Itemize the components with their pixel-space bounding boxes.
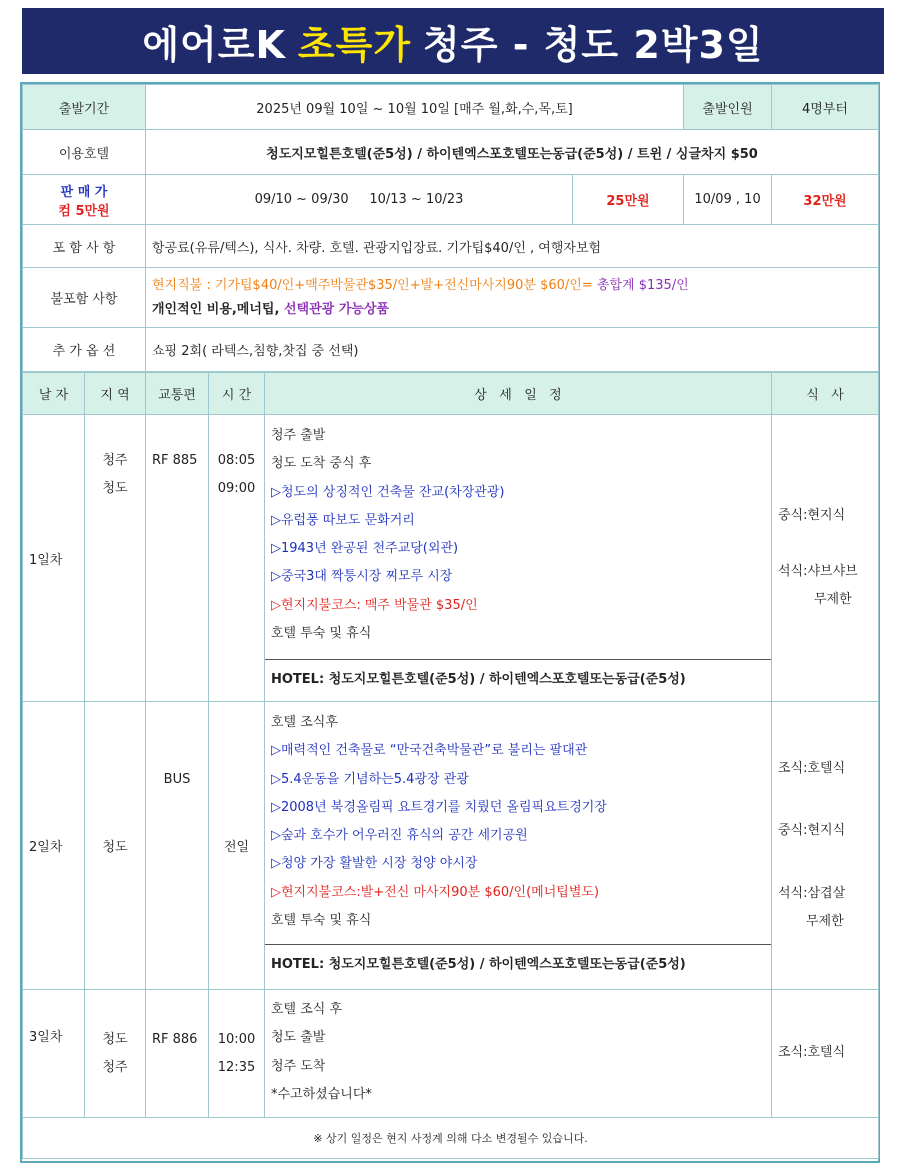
exclude-label: 불포함 사항 — [23, 268, 146, 328]
itinerary-line: ▷청도의 상징적인 건축물 잔교(차장관광) — [271, 484, 505, 500]
day-detail — [265, 415, 772, 702]
itinerary-line: ▷2008년 북경올림픽 요트경기를 치뤘던 올림픽요트경기장 — [271, 799, 607, 815]
itinerary-line: ▷현지지불코스:발+전신 마사지90분 $60/인(메너팁별도) — [271, 884, 600, 900]
day-region: 청도 청주 — [85, 990, 146, 1118]
exclude-optional: 선택관광 가능상품 — [283, 301, 389, 317]
itinerary-sheet — [20, 82, 880, 1163]
day-transport: RF 885 — [146, 415, 209, 702]
exclude-onsite-fees: 현지직불 : 기가팁$40/인+맥주박물관$35/인+발+전신마사지90분 $60/인= — [152, 277, 593, 293]
day-times: 전일 — [209, 702, 265, 990]
day-detail — [265, 702, 772, 990]
day-label: 2일차 — [23, 702, 85, 990]
departure-value: 2025년 09월 10일 ~ 10월 10일 [매주 월,화,수,목,토] — [146, 85, 684, 130]
schedule-table — [22, 372, 879, 1159]
day-row-3 — [23, 990, 879, 1118]
option-value: 쇼핑 2회( 라텍스,침향,찻집 중 선택) — [146, 328, 879, 372]
exclude-value — [146, 268, 879, 328]
banner-highlight: 초특가 — [297, 22, 412, 67]
itinerary-line: ▷중국3대 짝퉁시장 찌모루 시장 — [271, 569, 453, 585]
itinerary-line: 청도 도착 중식 후 — [271, 456, 372, 472]
col-meal: 식 사 — [772, 373, 879, 415]
exclude-total: 총합계 $135/인 — [596, 277, 689, 293]
col-transport: 교통편 — [146, 373, 209, 415]
day-row-2 — [23, 702, 879, 990]
day-row-1 — [23, 415, 879, 702]
departure-label: 출발기간 — [23, 85, 146, 130]
min-pax-label: 출발인원 — [684, 85, 772, 130]
itinerary-line: 호텔 투숙 및 휴식 — [271, 626, 372, 642]
day-transport: RF 886 — [146, 990, 209, 1118]
itinerary-line: 청주 도착 — [271, 1058, 326, 1074]
itinerary-line: ▷숲과 호수가 어우러진 휴식의 공간 세기공원 — [271, 828, 528, 844]
itinerary-line: ▷현지지불코스: 맥주 박물관 $35/인 — [271, 597, 478, 613]
itinerary-line: ▷5.4운동을 기념하는5.4광장 관광 — [271, 771, 469, 787]
col-date: 날 자 — [23, 373, 85, 415]
footer-note: ※ 상기 일정은 현지 사정계 의해 다소 변경될수 있습니다. — [23, 1118, 879, 1159]
price-label-1: 판 매 가 — [60, 184, 108, 200]
itinerary-line: 청주 출발 — [271, 428, 326, 443]
day-meals: 조식:호텔식 — [772, 990, 879, 1118]
title-banner — [22, 8, 884, 74]
itinerary-line: ▷유럽풍 따보도 문화거리 — [271, 512, 415, 528]
include-value: 항공료(유류/텍스), 식사. 차량. 호텔. 관광지입장료. 기가팁$40/인 , 여행자보험 — [146, 225, 879, 268]
hotel-value: 청도지모힐튼호텔(준5성) / 하이텐엑스포호텔또는동급(준5성) / 트윈 / 싱글차지 $50 — [146, 130, 879, 175]
itinerary-line: 호텔 투숙 및 휴식 — [271, 913, 372, 929]
day-meals: 중식:현지식 석식:샤브샤브 무제한 — [772, 415, 879, 702]
day-label: 1일차 — [23, 415, 85, 702]
day-times: 08:05 09:00 — [209, 415, 265, 702]
day-region: 청주 청도 — [85, 415, 146, 702]
option-label: 추 가 옵 션 — [23, 328, 146, 372]
exclude-personal: 개인적인 비용,메너팁, — [152, 301, 280, 317]
hotel-label: 이용호텔 — [23, 130, 146, 175]
day-detail — [265, 990, 772, 1118]
min-pax-value: 4명부터 — [772, 85, 879, 130]
itinerary-line: ▷청양 가장 활발한 시장 청양 야시장 — [271, 856, 478, 872]
hotel-line: HOTEL: 청도지모힐튼호텔(준5성) / 하이텐엑스포호텔또는동급(준5성) — [265, 944, 771, 984]
itinerary-line: *수고하셨습니다* — [271, 1086, 372, 1102]
price-value-1: 25만원 — [573, 175, 684, 225]
col-time: 시 간 — [209, 373, 265, 415]
price-label — [23, 175, 146, 225]
itinerary-line: 호텔 조식후 — [271, 715, 338, 730]
price-value-2: 32만원 — [772, 175, 879, 225]
banner-route: 청주 - 청도 2박3일 — [423, 22, 764, 67]
day-times: 10:00 12:35 — [209, 990, 265, 1118]
banner-airline: 에어로K — [142, 22, 286, 67]
col-detail: 상 세 일 정 — [265, 373, 772, 415]
include-label: 포 함 사 항 — [23, 225, 146, 268]
day-label: 3일차 — [23, 990, 85, 1118]
info-table — [22, 84, 879, 372]
price-period-2: 10/09 , 10 — [684, 175, 772, 225]
itinerary-line: 청도 출발 — [271, 1030, 326, 1046]
col-region: 지 역 — [85, 373, 146, 415]
day-transport: BUS — [146, 702, 209, 990]
price-period-1: 09/10 ~ 09/30 10/13 ~ 10/23 — [146, 175, 573, 225]
hotel-line: HOTEL: 청도지모힐튼호텔(준5성) / 하이텐엑스포호텔또는동급(준5성) — [265, 659, 771, 699]
day-region: 청도 — [85, 702, 146, 990]
itinerary-line: ▷매력적인 건축물로 “만국건축박물관”로 불리는 팔대관 — [271, 743, 588, 759]
itinerary-line: 호텔 조식 후 — [271, 1002, 343, 1017]
price-label-2: 컴 5만원 — [58, 203, 110, 219]
itinerary-line: ▷1943년 완공된 천주교당(외관) — [271, 541, 459, 557]
day-meals: 조식:호텔식 중식:현지식 석식:삼겹살 무제한 — [772, 702, 879, 990]
